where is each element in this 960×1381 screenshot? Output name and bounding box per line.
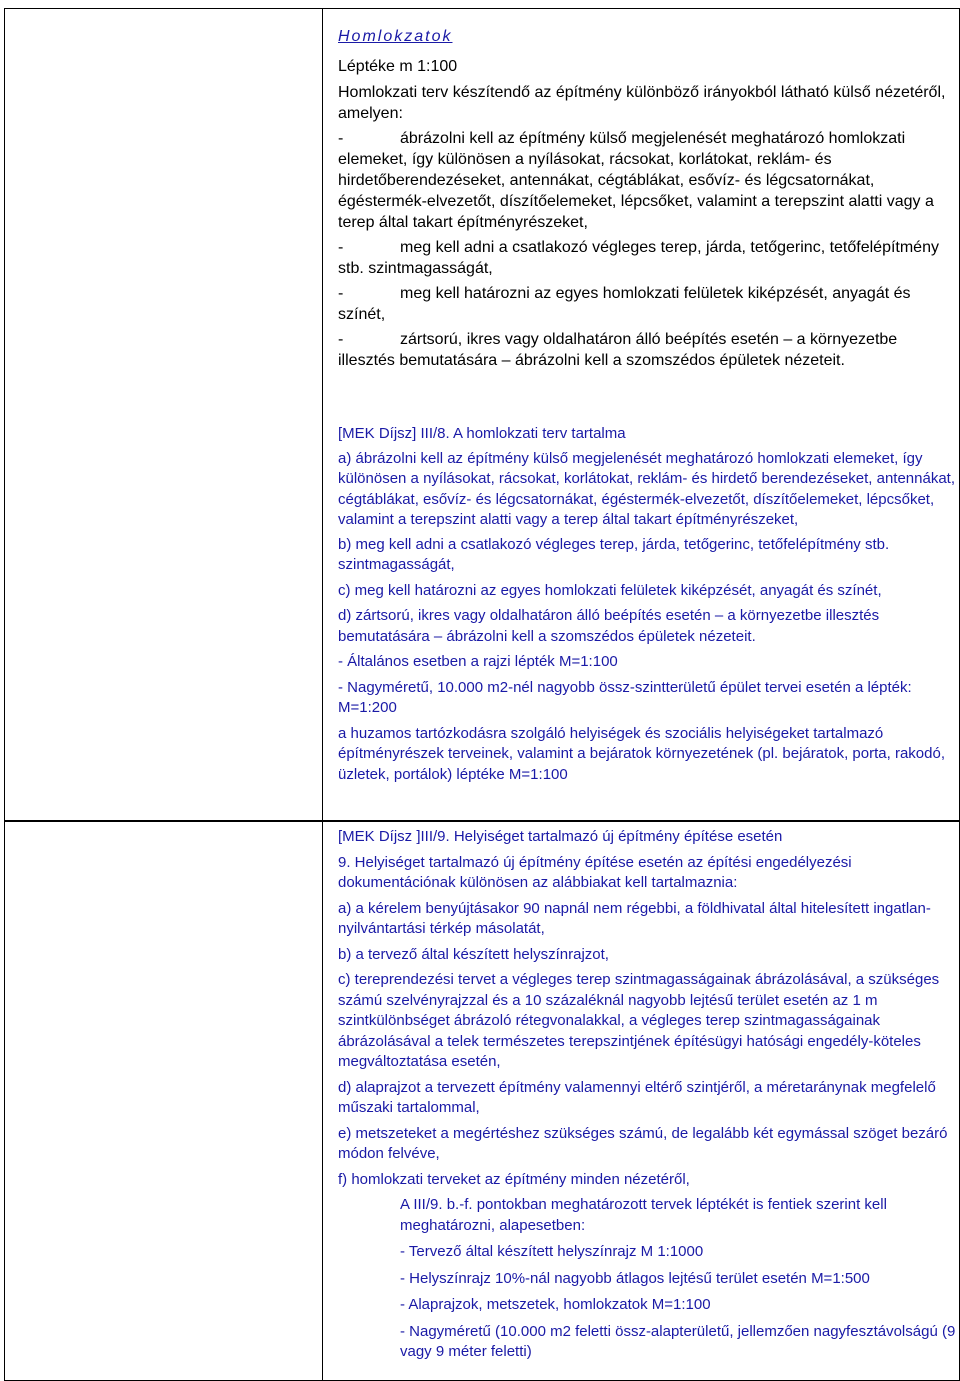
- text-line: üzletek, portálok) léptéke M=1:100: [338, 765, 568, 783]
- text-line: műszaki tartalommal,: [338, 1099, 480, 1116]
- bullet-dash: -: [338, 130, 344, 147]
- text-line: a) ábrázolni kell az építmény külső megjelenését meghatározó homlokzati elemeket, így: [338, 449, 923, 467]
- text-line: számú szelvényrajzzal és a 10 százaléknál nagyobb lejtésű terület esetén az 1 m: [338, 991, 878, 1009]
- text-line: [338, 329, 953, 350]
- text-line: c) tereprendezési tervet a végleges terep szintmagasságainak ábrázolásával, a szükséges: [338, 971, 940, 988]
- text-line: terep által takart építményrészeket,: [338, 214, 588, 231]
- text-line: b) a tervező által készített helyszínrajzot,: [338, 945, 609, 963]
- text-line: [338, 283, 953, 304]
- text-line: A III/9. b.-f. pontokban meghatározott tervek léptékét is fentiek szerint kell: [400, 1196, 887, 1213]
- text-line: [MEK Díjsz] III/8. A homlokzati terv tartalma: [338, 425, 626, 442]
- bullet-text: zártsorú, ikres vagy oldalhatáron álló beépítés esetén – a környezetbe: [400, 331, 898, 348]
- bullet-dash: -: [338, 331, 344, 348]
- text-line: Léptéke m 1:100: [338, 58, 458, 75]
- text-line: d) zártsorú, ikres vagy oldalhatáron álló beépítés esetén – a környezetbe illesztés: [338, 607, 880, 624]
- text-line: szintkülönbséget ábrázoló rétegvonalakkal, a végleges terep szintmagasságainak: [338, 1012, 880, 1029]
- text-line: - Alaprajzok, metszetek, homlokzatok M=1:100: [400, 1296, 711, 1313]
- text-line: M=1:200: [338, 699, 397, 716]
- text-line: [338, 237, 953, 258]
- text-line: f) homlokzati terveket az építmény minden nézetéről,: [338, 1170, 690, 1188]
- text-line: módon felvéve,: [338, 1145, 440, 1162]
- bullet-text: meg kell adni a csatlakozó végleges terep, járda, tetőgerinc, tetőfelépítmény: [400, 239, 939, 256]
- text-line: megváltoztatása esetén,: [338, 1053, 501, 1070]
- new-building-section: [338, 827, 956, 1363]
- text-line: égéstermék-elvezetőt, díszítőelemeket, lépcsőket, valamint a terepszint alatti vagy a: [338, 193, 934, 210]
- text-line: - Helyszínrajz 10%-nál nagyobb átlagos lejtésű terület esetén M=1:500: [400, 1269, 870, 1287]
- text-line: dokumentációnak különösen az alábbiakat kell tartalmaznia:: [338, 874, 738, 891]
- text-line: a huzamos tartózkodásra szolgáló helyiségek és szociális helyiségeket tartalmazó: [338, 724, 884, 742]
- column-divider-bottom: [322, 821, 323, 1381]
- text-line: - Általános esetben a rajzi lépték M=1:100: [338, 653, 618, 670]
- text-line: b) meg kell adni a csatlakozó végleges terep, járda, tetőgerinc, tetőfelépítmény stb.: [338, 535, 890, 553]
- text-line: nyilvántartási térkép másolatát,: [338, 920, 545, 937]
- text-line: építményrészek terveinek, valamint a bejáratok környezetének (pl. bejáratok, porta, rakodó,: [338, 745, 945, 762]
- text-line: különösen a nyílásokat, rácsokat, korlátokat, reklám- és hirdető berendezéseket, antennákat,: [338, 470, 956, 487]
- text-line: c) meg kell határozni az egyes homlokzati felületek kiképzését, anyagát és színét,: [338, 581, 882, 599]
- text-line: e) metszeteket a megértéshez szükséges számú, de legalább két egymással szöget bezáró: [338, 1124, 948, 1142]
- text-line: meghatározni, alapesetben:: [400, 1216, 586, 1234]
- facade-section-body: [338, 56, 953, 371]
- facade-plan-content-section: [338, 424, 956, 785]
- text-line: - Nagyméretű, 10.000 m2-nél nagyobb össz-szintterületű épület tervei esetén a lépték:: [338, 678, 912, 696]
- text-line: amelyen:: [338, 105, 403, 122]
- text-line: illesztés bemutatására – ábrázolni kell a szomszédos épületek nézeteit.: [338, 352, 845, 369]
- bullet-dash: -: [338, 285, 344, 302]
- text-line: bemutatására – ábrázolni kell a szomszédos épületek nézeteit.: [338, 627, 756, 645]
- column-divider-top: [322, 8, 323, 821]
- bullet-dash: -: [338, 239, 344, 256]
- text-line: szintmagasságát,: [338, 556, 455, 573]
- text-line: valamint a terepszint alatti vagy a terep által takart építményrészeket,: [338, 511, 799, 528]
- facade-section: [338, 26, 953, 371]
- text-line: vagy 9 méter feletti): [400, 1343, 532, 1360]
- bullet-text: meg kell határozni az egyes homlokzati felületek kiképzését, anyagát és: [400, 285, 911, 302]
- text-line: Homlokzati terv készítendő az építmény különböző irányokból látható külső nézetéről,: [338, 84, 946, 101]
- text-line: elemeket, így különösen a nyílásokat, rácsokat, korlátokat, reklám- és: [338, 151, 832, 168]
- text-line: [MEK Díjsz ]III/9. Helyiséget tartalmazó új építmény építése esetén: [338, 828, 783, 845]
- text-line: - Tervező által készített helyszínrajz M 1:1000: [400, 1243, 704, 1260]
- bullet-text: ábrázolni kell az építmény külső megjelenését meghatározó homlokzati: [400, 130, 906, 147]
- text-line: színét,: [338, 306, 386, 323]
- text-line: hirdetőberendezéseket, antennákat, cégtáblákat, esővíz- és légcsatornákat,: [338, 172, 875, 189]
- section-title: Homlokzatok: [338, 28, 453, 45]
- text-line: stb. szintmagasságát,: [338, 260, 493, 277]
- text-line: 9. Helyiséget tartalmazó új építmény építése esetén az építési engedélyezési: [338, 853, 852, 871]
- text-line: a) a kérelem benyújtásakor 90 napnál nem régebbi, a földhivatal által hitelesített ingatlan-: [338, 899, 931, 917]
- text-line: d) alaprajzot a tervezett építmény valamennyi eltérő szintjéről, a méretaránynak megfelelő: [338, 1078, 936, 1096]
- text-line: ábrázolásával a telek természetes terepszintjének építésügyi hatósági engedély-köteles: [338, 1032, 921, 1050]
- text-line: - Nagyméretű (10.000 m2 feletti össz-alapterületű, jellemzően nagyfesztávolságú (9: [400, 1322, 956, 1340]
- text-line: cégtáblákat, esővíz- és légcsatornákat, égéstermék-elvezetőt, díszítőelemeket, lépcsőket,: [338, 490, 935, 508]
- text-line: [338, 128, 953, 149]
